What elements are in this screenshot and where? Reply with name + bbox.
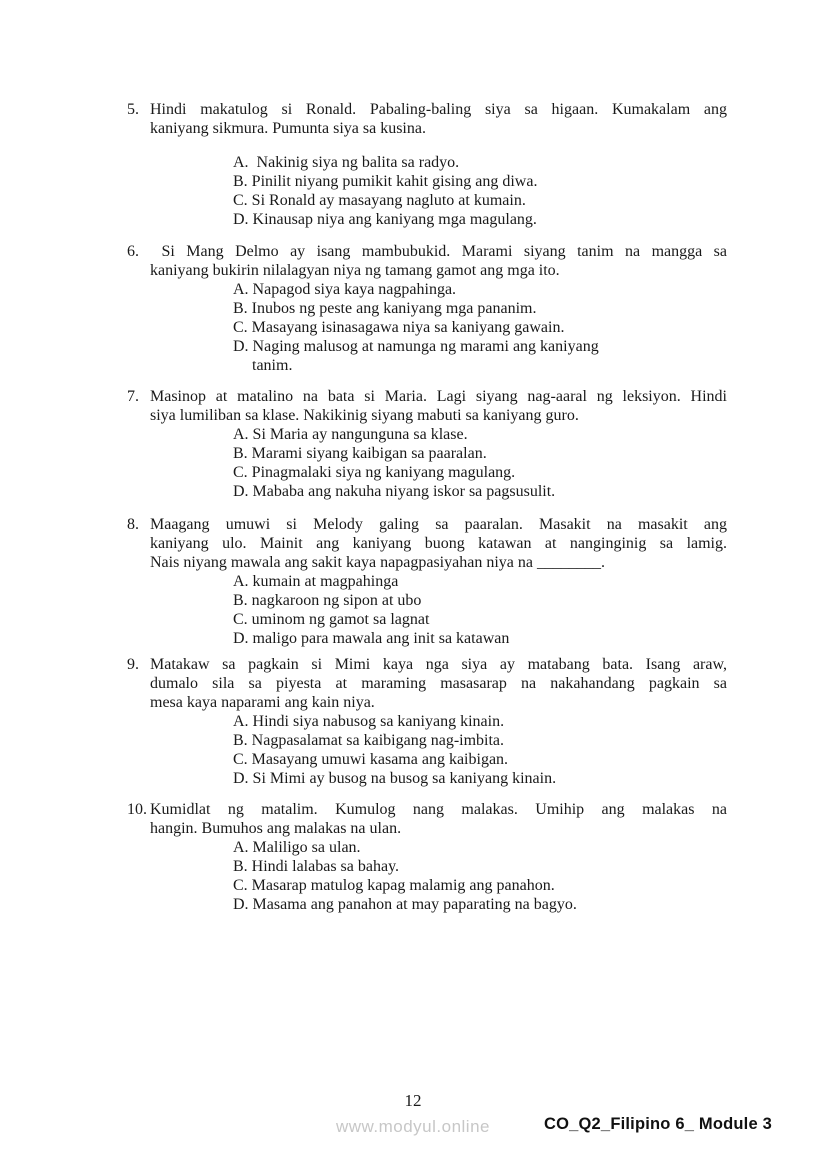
choice-line: C. Pinagmalaki siya ng kaniyang magulang. (233, 464, 516, 481)
stem-line: mesa kaya naparami ang kain niya. (150, 694, 375, 711)
choice-line: D. Si Mimi ay busog na busog sa kaniyang kinain. (233, 770, 557, 787)
choice-line: B. Nagpasalamat sa kaibigang nag-imbita. (233, 732, 505, 749)
choice-line: C. Si Ronald ay masayang nagluto at kumain. (233, 192, 526, 209)
question-10 (127, 800, 727, 914)
choice-line: C. Masayang umuwi kasama ang kaibigan. (233, 751, 509, 768)
question-stem (150, 387, 727, 425)
question-7 (127, 387, 727, 501)
question-6 (127, 242, 727, 375)
question-number: 6. (127, 243, 139, 260)
choices-list (150, 838, 727, 914)
choice-line: C. Masayang isinasagawa niya sa kaniyang gawain. (233, 319, 565, 336)
choice-line: A. Nakinig siya ng balita sa radyo. (233, 154, 460, 171)
question-number: 9. (127, 656, 139, 673)
choice-line: A. Hindi siya nabusog sa kaniyang kinain. (233, 713, 505, 730)
choice-continuation-line: tanim. (252, 357, 293, 374)
question-stem (150, 242, 727, 280)
choice-line: D. maligo para mawala ang init sa katawan (233, 630, 510, 647)
choice-line: B. Marami siyang kaibigan sa paaralan. (233, 445, 487, 462)
question-9 (127, 655, 727, 788)
choices-list (150, 712, 727, 788)
stem-line: kaniyang bukirin nilalagyan niya ng tamang gamot ang mga ito. (150, 262, 560, 279)
stem-line: Kumidlat ng matalim. Kumulog nang malakas. Umihip ang malakas na (150, 801, 727, 818)
choice-line: D. Mababa ang nakuha niyang iskor sa pagsusulit. (233, 483, 556, 500)
stem-line: siya lumiliban sa klase. Nakikinig siyang mabuti sa kaniyang guro. (150, 407, 579, 424)
choice-line: B. nagkaroon ng sipon at ubo (233, 592, 422, 609)
choice-line: D. Masama ang panahon at may paparating na bagyo. (233, 896, 577, 913)
choice-line: A. kumain at magpahinga (233, 573, 399, 590)
choices-list (150, 280, 727, 375)
choices-list (150, 153, 727, 229)
choice-line: C. Masarap matulog kapag malamig ang panahon. (233, 877, 555, 894)
stem-line: kaniyang sikmura. Pumunta siya sa kusina. (150, 120, 426, 137)
choices-list (150, 572, 727, 648)
choice-line: D. Naging malusog at namunga ng marami ang kaniyang (233, 338, 599, 355)
choice-line: A. Napagod siya kaya nagpahinga. (233, 281, 457, 298)
watermark-text: www.modyul.online (335, 1117, 490, 1136)
question-stem (150, 655, 727, 712)
choice-line: B. Inubos ng peste ang kaniyang mga pananim. (233, 300, 537, 317)
question-number: 5. (127, 101, 139, 118)
question-stem (150, 100, 727, 138)
stem-line: Maagang umuwi si Melody galing sa paaralan. Masakit na masakit ang (150, 516, 727, 533)
choices-list (150, 425, 727, 501)
choice-line: B. Pinilit niyang pumikit kahit gising ang diwa. (233, 173, 538, 190)
question-stem (150, 800, 727, 838)
question-number: 8. (127, 516, 139, 533)
stem-line: Hindi makatulog si Ronald. Pabaling-baling siya sa higaan. Kumakalam ang (150, 101, 727, 118)
stem-line: Si Mang Delmo ay isang mambubukid. Marami siyang tanim na mangga sa (150, 243, 728, 260)
stem-line: hangin. Bumuhos ang malakas na ulan. (150, 820, 402, 837)
choice-line: C. uminom ng gamot sa lagnat (233, 611, 430, 628)
question-5 (127, 100, 727, 229)
stem-line: Masinop at matalino na bata si Maria. Lagi siyang nag-aaral ng leksiyon. Hindi (150, 388, 727, 405)
choice-line: D. Kinausap niya ang kaniyang mga magulang. (233, 211, 537, 228)
question-stem (150, 515, 727, 572)
stem-line: dumalo sila sa piyesta at maraming masasarap na nakahandang pagkain sa (150, 675, 727, 692)
choice-line: B. Hindi lalabas sa bahay. (233, 858, 400, 875)
stem-line: kaniyang ulo. Mainit ang kaniyang buong katawan at nanginginig sa lamig. (150, 535, 727, 552)
choice-line: A. Maliligo sa ulan. (233, 839, 361, 856)
footer-module-label: CO_Q2_Filipino 6_ Module 3 (544, 1115, 772, 1133)
stem-line: Matakaw sa pagkain si Mimi kaya nga siya ay matabang bata. Isang araw, (150, 656, 727, 673)
choice-line: A. Si Maria ay nangunguna sa klase. (233, 426, 468, 443)
page-number: 12 (404, 1091, 422, 1110)
question-8 (127, 515, 727, 648)
stem-line: Nais niyang mawala ang sakit kaya napagpasiyahan niya na ________. (150, 554, 605, 571)
question-number: 7. (127, 388, 139, 405)
question-number: 10. (127, 801, 147, 818)
